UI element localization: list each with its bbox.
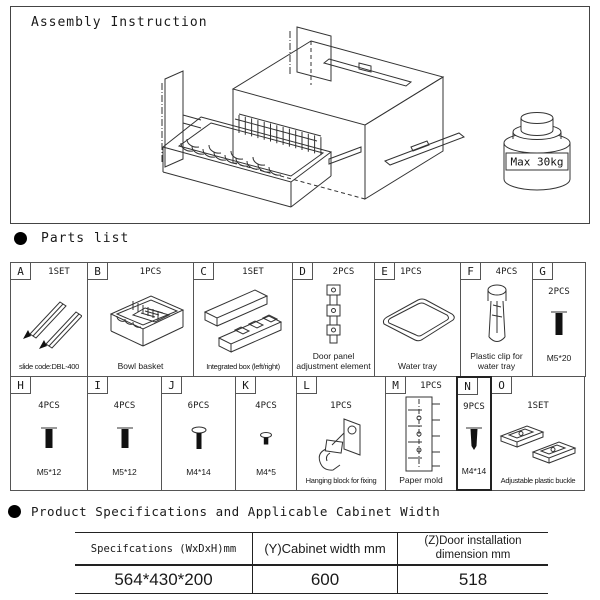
section-bullet-icon [8,505,21,518]
part-label: slide code:DBL-400 [18,362,80,371]
spec-table-header-row [75,533,548,566]
part-label: M4*14 [461,465,487,476]
part-label: Door panel adjustment element [296,350,371,371]
screw-m4x5-icon [236,411,296,467]
spec-col-header-door-dimension: (Z)Door installation dimension mm [424,534,522,561]
part-cell-e [374,262,461,377]
screw-m5x20-icon [533,297,585,353]
max-load-label: Max 30kg [510,155,564,169]
parts-list-title: Parts list [41,231,130,246]
part-qty: 1SET [48,267,70,277]
part-cell-header [386,377,456,394]
part-cell-c [193,262,293,377]
part-letter: M [386,377,406,394]
specifications-header [8,504,440,519]
part-qty: 4PCS [38,401,60,411]
part-qty: 1PCS [330,401,352,411]
plastic-buckle-icon [492,411,584,476]
part-letter: E [375,263,395,280]
part-cell-header [236,377,296,394]
parts-list-header [14,231,129,246]
part-cell-header [11,263,87,280]
part-label: M4*5 [256,466,276,477]
door-adjuster-icon [293,280,374,351]
assembly-section [10,6,590,224]
bowl-basket-icon [88,280,193,361]
hanging-block-icon [297,411,385,476]
cabinet-assembly-drawing [161,19,491,219]
part-label: Hanging block for fixing [305,476,377,485]
part-qty: 1PCS [139,267,162,277]
screw-m4x14-icon [458,412,490,466]
screw-m5x12-icon [11,411,87,467]
part-qty: 1SET [527,401,549,411]
spec-col-header-dimensions: Specifcations (WxDxH)mm [75,533,253,564]
screw-m5x12-icon [88,411,161,467]
part-letter: G [533,263,553,280]
part-cell-header [461,263,532,280]
parts-grid-row-1 [10,262,586,377]
part-qty: 1PCS [400,267,422,277]
spec-table-data-row [75,566,548,593]
part-label: Paper mold [399,474,443,485]
part-label: Bowl basket [117,360,164,371]
part-label: M5*12 [36,466,62,477]
specifications-title: Product Specifications and Applicable Cabinet Width [31,504,441,519]
part-qty: 1PCS [420,381,442,391]
part-qty: 4PCS [113,401,136,411]
part-cell-n [456,376,492,491]
max-load-weight-icon [494,107,580,199]
part-label: M5*20 [546,352,572,363]
part-cell-header [88,377,161,394]
part-qty: 6PCS [187,401,210,411]
part-cell-b [87,262,194,377]
part-cell-header [458,378,490,395]
part-qty: 9PCS [463,402,485,412]
part-letter: C [194,263,214,280]
part-letter: N [458,378,478,395]
part-qty: 1SET [242,267,264,277]
part-letter: L [297,377,317,394]
part-letter: B [88,263,108,280]
section-bullet-icon [14,232,27,245]
part-cell-k [235,376,297,491]
part-cell-header [293,263,374,280]
specifications-table [75,532,548,594]
part-letter: A [11,263,31,280]
part-label: M5*12 [112,466,137,477]
part-cell-l [296,376,386,491]
part-qty: 4PCS [495,267,518,277]
part-cell-o [491,376,585,491]
part-cell-j [161,376,236,491]
water-tray-clip-icon [461,280,532,351]
part-cell-header [11,377,87,394]
part-letter: D [293,263,313,280]
part-label: Integrated box (left/right) [206,362,280,371]
part-qty: 4PCS [255,401,277,411]
part-letter: O [492,377,512,394]
spec-value-cabinet-width: 600 [253,566,398,593]
integrated-box-icon [194,280,292,362]
part-cell-header [492,377,584,394]
water-tray-icon [375,280,460,361]
spec-value-door-dimension: 518 [458,569,488,589]
part-cell-i [87,376,162,491]
part-cell-header [194,263,292,280]
parts-grid-row-2 [10,376,585,491]
part-cell-header [162,377,235,394]
part-letter: H [11,377,31,394]
part-label: Adjustable plastic buckle [500,476,576,485]
part-label: Plastic clip for water tray [470,350,523,371]
spec-value-dimensions: 564*430*200 [75,566,253,593]
part-cell-g [532,262,586,377]
part-cell-header [88,263,193,280]
part-cell-header [533,263,585,280]
part-label: M4*14 [186,466,211,477]
part-cell-header [297,377,385,394]
part-letter: J [162,377,182,394]
part-cell-m [385,376,457,491]
part-letter: I [88,377,108,394]
part-cell-header [375,263,460,280]
part-letter: K [236,377,256,394]
part-letter: F [461,263,481,280]
part-cell-d [292,262,375,377]
part-cell-a [10,262,88,377]
part-qty: 2PCS [332,267,355,277]
part-qty: 2PCS [548,287,570,297]
part-cell-h [10,376,88,491]
part-cell-f [460,262,533,377]
spec-col-header-cabinet-width: (Y)Cabinet width mm [253,533,398,564]
screw-m4x14-icon [162,411,235,467]
slide-rails-icon [11,280,87,362]
assembly-title: Assembly Instruction [31,15,208,30]
part-label: Water tray [398,360,437,371]
paper-mold-icon [386,394,456,475]
